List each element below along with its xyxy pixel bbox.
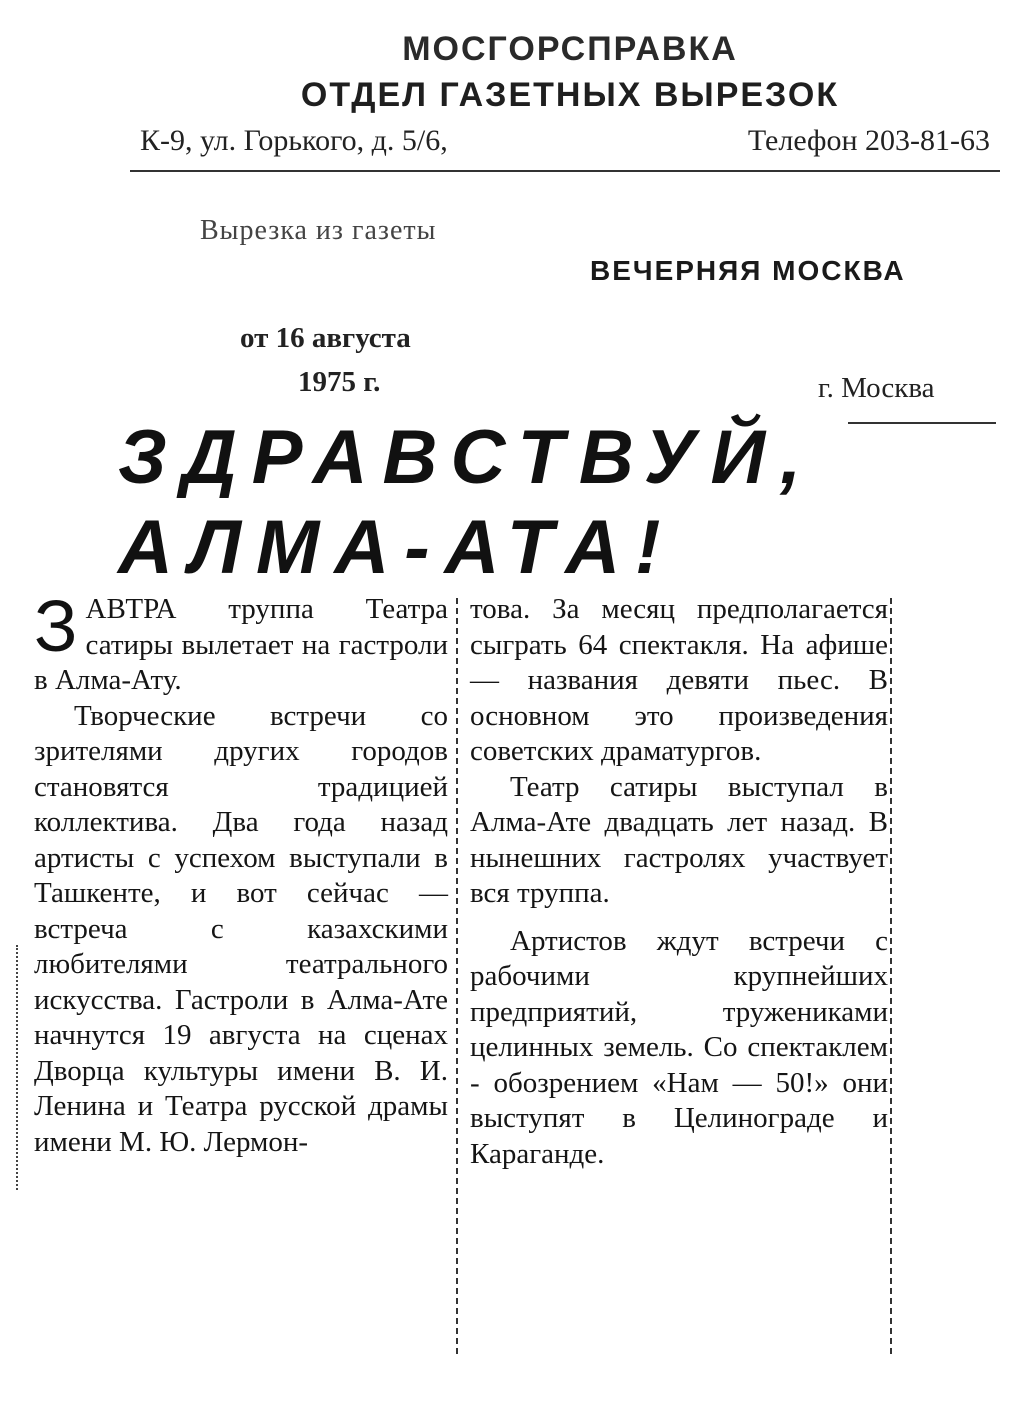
- article-paragraph: [34, 587, 448, 699]
- article-paragraph: това. За месяц предполагается сыграть 64 спектакля. На афише — названия девяти пьес. В основном это произведения советских драматургов.: [470, 593, 888, 767]
- right-cut-edge: [890, 598, 892, 1354]
- paragraph-text: АВТРА труппа Театра сатиры вылетает на гастроли в Алма-Ату.: [34, 593, 448, 696]
- clipping-year: 1975 г.: [298, 366, 381, 398]
- column-divider: [456, 598, 458, 1354]
- left-cut-mark: [16, 945, 18, 1190]
- phone-text: Телефон 203-81-63: [747, 124, 990, 157]
- header-underline: [130, 170, 1000, 172]
- article-paragraph: Театр сатиры выступал в Алма-Ате двадцать лет назад. В нынешних гастролях участвует вся труппа.: [470, 770, 888, 909]
- article-column-1: [34, 587, 448, 1160]
- article-paragraph: Артистов ждут встречи с рабочими крупнейших предприятий, тружениками целинных земель. Со спектаклем - обозрением «Нам — 50!» они выступят в Целинограде и Караганде.: [470, 924, 888, 1170]
- drop-cap: З: [34, 587, 78, 667]
- newspaper-name: ВЕЧЕРНЯЯ МОСКВА: [590, 255, 906, 286]
- clipping-city: г. Москва: [818, 372, 935, 404]
- address-text: К-9, ул. Горького, д. 5/6,: [140, 124, 448, 157]
- clipping-label: Вырезка из газеты: [200, 215, 437, 246]
- address-line: [140, 124, 990, 158]
- article-column-2: [470, 592, 888, 1172]
- clipping-date: от 16 августа: [240, 322, 411, 354]
- headline-line-2: АЛМА-АТА!: [118, 505, 676, 590]
- department-name: ОТДЕЛ ГАЗЕТНЫХ ВЫРЕЗОК: [300, 76, 840, 114]
- headline-line-1: ЗДРАВСТВУЙ,: [118, 415, 817, 500]
- org-name: МОСГОРСПРАВКА: [402, 30, 738, 68]
- article-paragraph: Творческие встречи со зрителями других городов становятся традицией коллектива. Два года назад артисты с успехом выступали в Ташкенте, и вот сейчас — встреча с казахскими любителями театрального искусства. Гастроли в Алма-Ате начнутся 19 августа на сценах Дворца культуры имени В. И. Ленина и Театра русской драмы имени М. Ю. Лермон-: [34, 699, 448, 1158]
